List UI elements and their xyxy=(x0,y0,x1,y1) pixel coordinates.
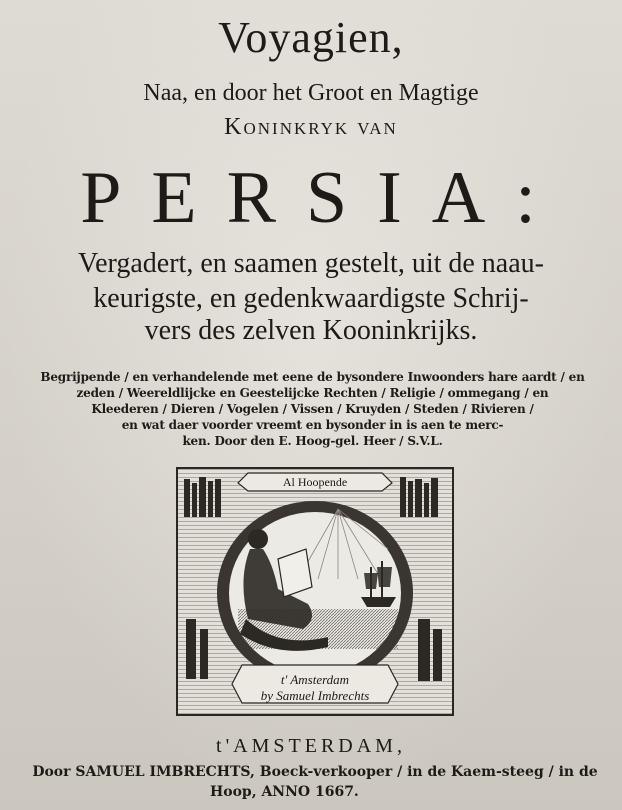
blackletter-line-2: zeden / Weereldlijcke en Geestelijcke Rechten / Religie / ommegang / en xyxy=(76,386,549,400)
imprint-line-2: Hoop, ANNO 1667. xyxy=(210,784,359,800)
subtitle-line-2: Koninkryk van xyxy=(224,114,398,140)
subtitle-line-1: Naa, en door het Groot en Magtige xyxy=(143,80,479,106)
vignette-motto: Al Hoopende xyxy=(282,475,348,489)
imprint-city: t'AMSTERDAM, xyxy=(216,735,406,757)
main-word-persia: PERSIA: xyxy=(80,157,566,239)
blackletter-line-4: en wat daer voorder vreemt en bysonder in is aen te merc- xyxy=(121,418,504,432)
blackletter-line-3: Kleederen / Dieren / Vogelen / Vissen / Kruyden / Steden / Rivieren / xyxy=(91,402,534,416)
blackletter-line-1: Begrijpende / en verhandelende met eene de bysondere Inwoonders hare aardt / en xyxy=(40,370,585,384)
body-line-2: keurigste, en gedenkwaardigste Schrij- xyxy=(93,283,529,314)
vignette-printer: by Samuel Imbrechts xyxy=(260,688,370,703)
vignette-city: t' Amsterdam xyxy=(280,672,350,687)
imprint-line-1: Door SAMUEL IMBRECHTS, Boeck-verkooper / in de Kaem-steeg / in de xyxy=(32,764,598,780)
blackletter-line-5: ken. Door den E. Hoog-gel. Heer / S.V.L. xyxy=(182,434,443,448)
printer-device-vignette xyxy=(176,467,454,716)
book-title: Voyagien, xyxy=(218,13,404,62)
body-line-1: Vergadert, en saamen gestelt, uit de naau- xyxy=(78,248,544,279)
body-line-3: vers des zelven Kooninkrijks. xyxy=(144,315,478,346)
